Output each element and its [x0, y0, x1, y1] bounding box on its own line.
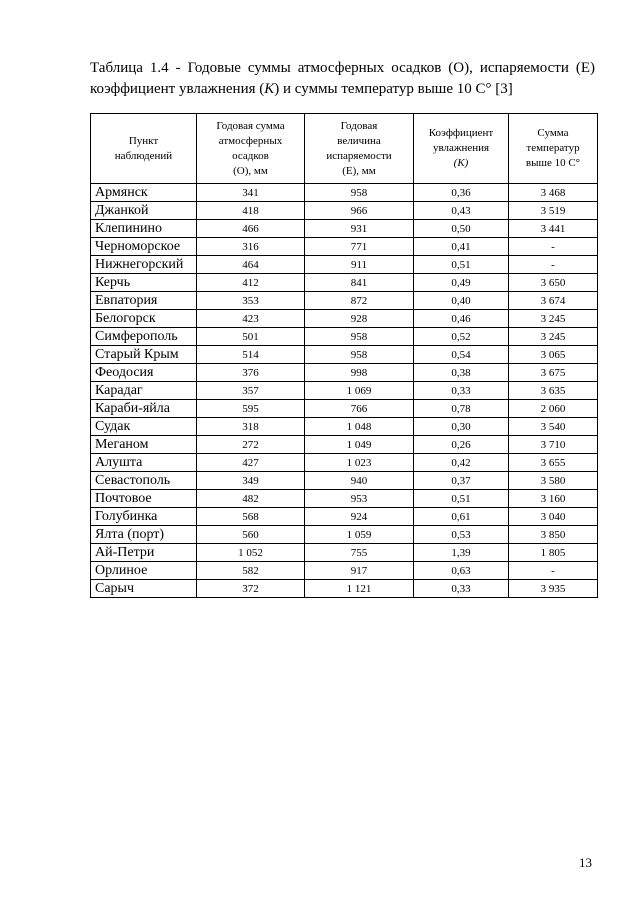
precipitation-cell: 466	[197, 220, 305, 238]
table-row	[91, 292, 598, 310]
evaporation-cell: 1 059	[305, 526, 414, 544]
evaporation-cell: 940	[305, 472, 414, 490]
temperature-sum-cell: 1 805	[509, 544, 598, 562]
temperature-sum-cell: 3 245	[509, 310, 598, 328]
table-row	[91, 382, 598, 400]
table-row	[91, 580, 598, 598]
coefficient-cell: 0,38	[414, 364, 509, 382]
precipitation-cell: 568	[197, 508, 305, 526]
temperature-sum-cell: 3 635	[509, 382, 598, 400]
temperature-sum-cell: 3 065	[509, 346, 598, 364]
coefficient-cell: 0,36	[414, 184, 509, 202]
precipitation-cell: 514	[197, 346, 305, 364]
coefficient-cell: 0,30	[414, 418, 509, 436]
header-temperature-sum	[509, 114, 598, 184]
caption-coefficient-symbol: K	[264, 81, 275, 97]
temperature-sum-cell: 3 441	[509, 220, 598, 238]
table-row	[91, 310, 598, 328]
header-temperature-line3: выше 10 С°	[525, 157, 581, 169]
station-name-cell: Судак	[91, 418, 197, 436]
table-body	[91, 184, 598, 598]
table-row	[91, 436, 598, 454]
table-row	[91, 454, 598, 472]
coefficient-cell: 0,54	[414, 346, 509, 364]
evaporation-cell: 1 069	[305, 382, 414, 400]
evaporation-cell: 771	[305, 238, 414, 256]
header-station-line2: наблюдений	[114, 149, 173, 162]
evaporation-cell: 931	[305, 220, 414, 238]
coefficient-cell: 0,63	[414, 562, 509, 580]
station-name-cell: Белогорск	[91, 310, 197, 328]
temperature-sum-cell: 3 160	[509, 490, 598, 508]
evaporation-cell: 958	[305, 346, 414, 364]
station-name-cell: Керчь	[91, 274, 197, 292]
table-row	[91, 274, 598, 292]
header-station-line1: Пункт	[128, 134, 159, 147]
temperature-sum-cell: 3 935	[509, 580, 598, 598]
station-name-cell: Ай-Петри	[91, 544, 197, 562]
temperature-sum-cell: 3 519	[509, 202, 598, 220]
station-name-cell: Почтовое	[91, 490, 197, 508]
station-name-cell: Феодосия	[91, 364, 197, 382]
coefficient-cell: 0,61	[414, 508, 509, 526]
precipitation-cell: 412	[197, 274, 305, 292]
station-name-cell: Армянск	[91, 184, 197, 202]
evaporation-cell: 958	[305, 184, 414, 202]
station-name-cell: Меганом	[91, 436, 197, 454]
station-name-cell: Севастополь	[91, 472, 197, 490]
header-temperature-line2: температур	[526, 142, 580, 154]
coefficient-cell: 0,52	[414, 328, 509, 346]
station-name-cell: Голубинка	[91, 508, 197, 526]
precipitation-cell: 372	[197, 580, 305, 598]
precipitation-cell: 501	[197, 328, 305, 346]
station-name-cell: Евпатория	[91, 292, 197, 310]
temperature-sum-cell: 2 060	[509, 400, 598, 418]
evaporation-cell: 998	[305, 364, 414, 382]
coefficient-cell: 0,37	[414, 472, 509, 490]
precipitation-cell: 582	[197, 562, 305, 580]
evaporation-cell: 841	[305, 274, 414, 292]
temperature-sum-cell: 3 468	[509, 184, 598, 202]
precipitation-cell: 341	[197, 184, 305, 202]
evaporation-cell: 917	[305, 562, 414, 580]
table-row	[91, 184, 598, 202]
precipitation-cell: 423	[197, 310, 305, 328]
precipitation-cell: 349	[197, 472, 305, 490]
caption-text-part2: ) и суммы температур выше 10 С° [3]	[274, 81, 513, 97]
coefficient-cell: 0,49	[414, 274, 509, 292]
table-row	[91, 562, 598, 580]
precipitation-cell: 1 052	[197, 544, 305, 562]
coefficient-cell: 0,43	[414, 202, 509, 220]
coefficient-cell: 1,39	[414, 544, 509, 562]
evaporation-cell: 911	[305, 256, 414, 274]
precipitation-cell: 318	[197, 418, 305, 436]
station-name-cell: Черноморское	[91, 238, 197, 256]
temperature-sum-cell: 3 580	[509, 472, 598, 490]
header-precipitation	[197, 114, 305, 184]
coefficient-cell: 0,51	[414, 490, 509, 508]
temperature-sum-cell: 3 674	[509, 292, 598, 310]
precipitation-cell: 595	[197, 400, 305, 418]
temperature-sum-cell: -	[509, 256, 598, 274]
precipitation-cell: 560	[197, 526, 305, 544]
station-name-cell: Алушта	[91, 454, 197, 472]
coefficient-cell: 0,41	[414, 238, 509, 256]
header-evaporation-line3: испаряемости	[326, 149, 392, 162]
temperature-sum-cell: -	[509, 238, 598, 256]
station-name-cell: Орлиное	[91, 562, 197, 580]
evaporation-cell: 872	[305, 292, 414, 310]
table-row	[91, 526, 598, 544]
table-row	[91, 472, 598, 490]
temperature-sum-cell: 3 040	[509, 508, 598, 526]
temperature-sum-cell: 3 650	[509, 274, 598, 292]
table-row	[91, 220, 598, 238]
header-coefficient-line1: Коэффициент	[428, 127, 494, 139]
evaporation-cell: 766	[305, 400, 414, 418]
header-precipitation-line1: Годовая сумма	[216, 119, 285, 132]
header-evaporation-line4: (Е), мм	[342, 164, 376, 177]
table-header-row	[91, 114, 598, 184]
evaporation-cell: 1 121	[305, 580, 414, 598]
header-precipitation-line3: осадков	[232, 149, 269, 162]
station-name-cell: Симферополь	[91, 328, 197, 346]
precipitation-cell: 357	[197, 382, 305, 400]
coefficient-cell: 0,51	[414, 256, 509, 274]
coefficient-cell: 0,26	[414, 436, 509, 454]
coefficient-cell: 0,53	[414, 526, 509, 544]
table-row	[91, 364, 598, 382]
header-temperature-line1: Сумма	[537, 127, 569, 139]
climate-data-table	[90, 113, 598, 598]
temperature-sum-cell: 3 655	[509, 454, 598, 472]
station-name-cell: Старый Крым	[91, 346, 197, 364]
page-number: 13	[579, 855, 592, 870]
coefficient-cell: 0,33	[414, 580, 509, 598]
coefficient-cell: 0,78	[414, 400, 509, 418]
coefficient-cell: 0,33	[414, 382, 509, 400]
precipitation-cell: 316	[197, 238, 305, 256]
evaporation-cell: 1 049	[305, 436, 414, 454]
evaporation-cell: 928	[305, 310, 414, 328]
table-row	[91, 400, 598, 418]
coefficient-cell: 0,46	[414, 310, 509, 328]
table-row	[91, 490, 598, 508]
precipitation-cell: 427	[197, 454, 305, 472]
table-row	[91, 346, 598, 364]
station-name-cell: Нижнегорский	[91, 256, 197, 274]
table-row	[91, 328, 598, 346]
evaporation-cell: 953	[305, 490, 414, 508]
table-row	[91, 256, 598, 274]
temperature-sum-cell: 3 850	[509, 526, 598, 544]
table-row	[91, 238, 598, 256]
table-caption	[90, 58, 595, 100]
header-precipitation-line2: атмосферных	[218, 134, 283, 147]
station-name-cell: Ялта (порт)	[91, 526, 197, 544]
station-name-cell: Джанкой	[91, 202, 197, 220]
temperature-sum-cell: 3 540	[509, 418, 598, 436]
temperature-sum-cell: -	[509, 562, 598, 580]
evaporation-cell: 924	[305, 508, 414, 526]
station-name-cell: Карадаг	[91, 382, 197, 400]
table-row	[91, 508, 598, 526]
evaporation-cell: 755	[305, 544, 414, 562]
table-row	[91, 418, 598, 436]
temperature-sum-cell: 3 245	[509, 328, 598, 346]
precipitation-cell: 482	[197, 490, 305, 508]
evaporation-cell: 958	[305, 328, 414, 346]
header-coefficient-line2: увлажнения	[432, 142, 490, 154]
caption-text-part1: Таблица 1.4 - Годовые суммы атмосферных осадков (О), испаряемости (Е) коэффициент увлажнения (	[90, 60, 595, 97]
station-name-cell: Караби-яйла	[91, 400, 197, 418]
precipitation-cell: 376	[197, 364, 305, 382]
header-evaporation-line1: Годовая	[340, 119, 378, 132]
coefficient-cell: 0,42	[414, 454, 509, 472]
header-coefficient	[414, 114, 509, 184]
temperature-sum-cell: 3 710	[509, 436, 598, 454]
coefficient-cell: 0,40	[414, 292, 509, 310]
evaporation-cell: 1 023	[305, 454, 414, 472]
precipitation-cell: 272	[197, 436, 305, 454]
evaporation-cell: 1 048	[305, 418, 414, 436]
precipitation-cell: 418	[197, 202, 305, 220]
precipitation-cell: 464	[197, 256, 305, 274]
evaporation-cell: 966	[305, 202, 414, 220]
coefficient-cell: 0,50	[414, 220, 509, 238]
precipitation-cell: 353	[197, 292, 305, 310]
header-coefficient-line3: (К)	[453, 157, 469, 169]
station-name-cell: Сарыч	[91, 580, 197, 598]
header-precipitation-line4: (О), мм	[233, 164, 268, 177]
table-row	[91, 202, 598, 220]
header-evaporation	[305, 114, 414, 184]
header-station	[91, 114, 197, 184]
station-name-cell: Клепинино	[91, 220, 197, 238]
temperature-sum-cell: 3 675	[509, 364, 598, 382]
header-evaporation-line2: величина	[337, 134, 381, 147]
table-row	[91, 544, 598, 562]
